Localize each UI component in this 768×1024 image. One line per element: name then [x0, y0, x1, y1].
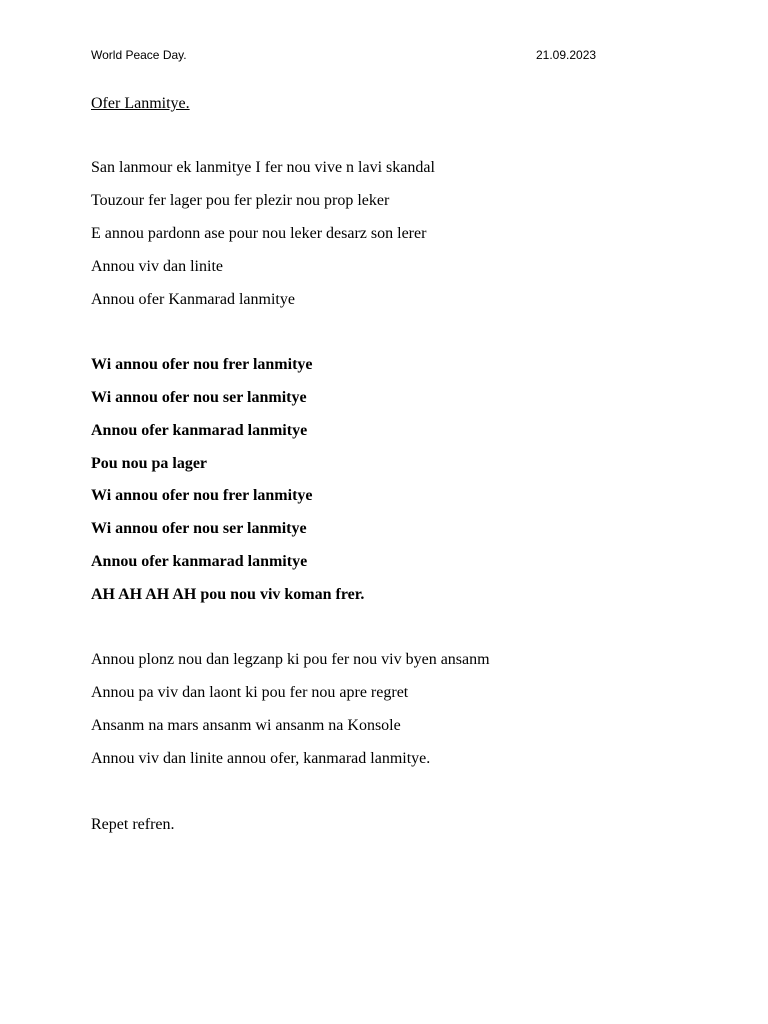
- chorus-line: Annou ofer kanmarad lanmitye: [91, 553, 308, 570]
- closing-instruction: Repet refren.: [91, 816, 175, 833]
- header-occasion: World Peace Day.: [91, 48, 187, 62]
- chorus-line: Pou nou pa lager: [91, 455, 208, 472]
- verse-line: Annou viv dan linite: [91, 258, 223, 275]
- song-title: Ofer Lanmitye.: [91, 95, 190, 112]
- verse-line: Annou ofer Kanmarad lanmitye: [91, 291, 295, 308]
- verse-line: Touzour fer lager pou fer plezir nou prop leker: [91, 192, 390, 209]
- chorus-line: AH AH AH AH pou nou viv koman frer.: [91, 586, 365, 603]
- verse-line: Annou plonz nou dan legzanp ki pou fer nou viv byen ansanm: [91, 651, 490, 668]
- chorus-line: Annou ofer kanmarad lanmitye: [91, 422, 308, 439]
- verse-line: E annou pardonn ase pour nou leker desarz son lerer: [91, 225, 427, 242]
- header-date: 21.09.2023: [536, 48, 597, 62]
- verse-line: Ansanm na mars ansanm wi ansanm na Konsole: [91, 717, 401, 734]
- chorus-line: Wi annou ofer nou frer lanmitye: [91, 487, 313, 504]
- verse-line: Annou pa viv dan laont ki pou fer nou apre regret: [91, 684, 409, 701]
- chorus-line: Wi annou ofer nou ser lanmitye: [91, 520, 307, 537]
- verse-line: Annou viv dan linite annou ofer, kanmarad lanmitye.: [91, 750, 431, 767]
- verse-line: San lanmour ek lanmitye I fer nou vive n lavi skandal: [91, 159, 435, 176]
- chorus-line: Wi annou ofer nou ser lanmitye: [91, 389, 307, 406]
- chorus-line: Wi annou ofer nou frer lanmitye: [91, 356, 313, 373]
